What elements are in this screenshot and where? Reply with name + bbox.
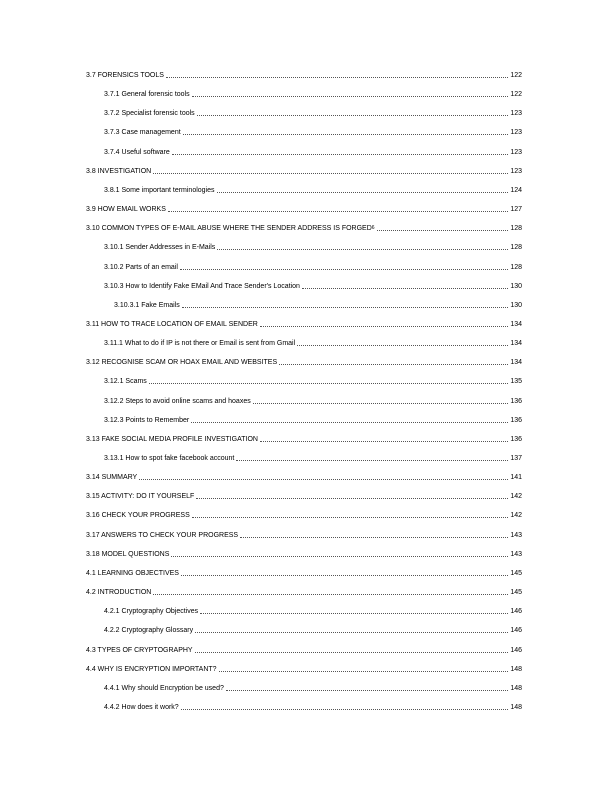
dot-leader xyxy=(153,594,508,595)
toc-entry-page-number: 143 xyxy=(510,550,522,558)
toc-entry-page-number: 122 xyxy=(510,91,522,99)
toc-entry[interactable] xyxy=(86,662,522,674)
toc-entry-page-number: 124 xyxy=(510,186,522,194)
toc-entry-page-number: 130 xyxy=(510,301,522,309)
toc-entry[interactable] xyxy=(104,106,522,118)
toc-entry-label: 3.8 INVESTIGATION xyxy=(86,167,152,175)
toc-entry[interactable] xyxy=(104,623,522,635)
dot-leader xyxy=(182,307,509,308)
toc-entry[interactable] xyxy=(104,260,522,272)
toc-entry-label: 3.11.1 What to do if IP is not there or Email is sent from Gmail xyxy=(104,340,296,348)
footnote-marker: 6 xyxy=(371,225,375,232)
toc-entry-page-number: 148 xyxy=(510,684,522,692)
toc-entry-label: 3.10 COMMON TYPES OF E-MAIL ABUSE WHERE THE SENDER ADDRESS IS FORGED xyxy=(86,225,372,233)
toc-entry-label: 4.1 LEARNING OBJECTIVES xyxy=(86,569,179,577)
toc-entry[interactable] xyxy=(86,432,522,444)
toc-entry-label: 3.12.3 Points to Remember xyxy=(104,416,190,424)
toc-entry-page-number: 137 xyxy=(510,455,522,462)
toc-entry-page-number: 146 xyxy=(510,646,522,654)
toc-entry-page-number: 127 xyxy=(510,206,522,213)
dot-leader xyxy=(153,173,508,174)
toc-entry[interactable] xyxy=(86,355,522,367)
toc-entry-label: 3.12.2 Steps to avoid online scams and hoaxes xyxy=(104,397,251,405)
dot-leader xyxy=(377,230,509,231)
toc-entry-page-number: 136 xyxy=(510,435,522,443)
dot-leader xyxy=(217,249,508,250)
dot-leader xyxy=(139,479,508,480)
toc-entry-label: 3.11 HOW TO TRACE LOCATION OF EMAIL SENDER xyxy=(86,320,258,328)
toc-entry-page-number: 123 xyxy=(510,129,522,137)
dot-leader xyxy=(197,115,509,116)
dot-leader xyxy=(217,192,509,193)
toc-entry[interactable] xyxy=(86,489,522,501)
toc-entry[interactable] xyxy=(104,145,522,157)
toc-entry-page-number: 128 xyxy=(510,263,522,271)
toc-entry-label: 3.7 FORENSICS TOOLS xyxy=(86,72,164,79)
toc-entry-page-number: 134 xyxy=(510,340,522,348)
dot-leader xyxy=(219,671,509,672)
dot-leader xyxy=(279,364,508,365)
toc-entry[interactable] xyxy=(86,68,522,80)
toc-entry[interactable] xyxy=(86,547,522,559)
toc-entry-page-number: 148 xyxy=(510,665,522,673)
toc-entry-label: 3.8.1 Some important terminologies xyxy=(104,186,215,194)
toc-entry-page-number: 130 xyxy=(510,282,522,290)
toc-entry-page-number: 122 xyxy=(510,72,522,79)
toc-entry-label: 3.9 HOW EMAIL WORKS xyxy=(86,206,166,213)
toc-entry-page-number: 128 xyxy=(510,244,522,252)
toc-entry-page-number: 128 xyxy=(510,225,522,233)
dot-leader xyxy=(253,403,509,404)
toc-entry-label: 3.7.2 Specialist forensic tools xyxy=(104,110,195,118)
dot-leader xyxy=(260,441,508,442)
dot-leader xyxy=(191,422,508,423)
toc-entry-label: 3.10.3 How to Identify Fake EMail And Trace Sender's Location xyxy=(104,282,300,290)
toc-entry-label: 4.3 TYPES OF CRYPTOGRAPHY xyxy=(86,646,193,654)
toc-entry-page-number: 141 xyxy=(510,474,522,482)
toc-entry-label: 3.15 ACTIVITY: DO IT YOURSELF xyxy=(86,493,195,501)
dot-leader xyxy=(236,460,508,461)
toc-entry[interactable] xyxy=(86,508,522,520)
toc-entry[interactable] xyxy=(86,202,522,214)
toc-entry-page-number: 134 xyxy=(510,359,522,367)
toc-entry[interactable] xyxy=(104,336,522,348)
toc-entry[interactable] xyxy=(86,164,522,176)
dot-leader xyxy=(181,575,508,576)
dot-leader xyxy=(172,154,509,155)
toc-entry-label: 3.17 ANSWERS TO CHECK YOUR PROGRESS xyxy=(86,531,239,539)
toc-entry-label: 3.10.3.1 Fake Emails xyxy=(114,301,180,309)
dot-leader xyxy=(240,537,508,538)
toc-entry[interactable] xyxy=(104,700,522,712)
toc-entry[interactable] xyxy=(104,413,522,425)
toc-entry[interactable] xyxy=(86,528,522,540)
toc-entry-label: 4.4 WHY IS ENCRYPTION IMPORTANT? xyxy=(86,665,217,673)
dot-leader xyxy=(192,517,509,518)
toc-entry[interactable] xyxy=(104,87,522,99)
toc-entry-page-number: 134 xyxy=(510,320,522,328)
toc-entry-label: 3.13 FAKE SOCIAL MEDIA PROFILE INVESTIGATION xyxy=(86,435,258,443)
toc-entry[interactable] xyxy=(104,394,522,406)
toc-entry[interactable] xyxy=(86,566,522,578)
toc-entry-label: 4.2 INTRODUCTION xyxy=(86,589,152,596)
toc-entry[interactable] xyxy=(114,298,522,310)
toc-entry-page-number: 148 xyxy=(510,703,522,711)
dot-leader xyxy=(297,345,508,346)
toc-entry[interactable] xyxy=(86,585,522,597)
toc-entry-label: 3.10.2 Parts of an email xyxy=(104,263,178,271)
toc-entry-label: 4.4.1 Why should Encryption be used? xyxy=(104,684,224,692)
toc-entry-label: 3.14 SUMMARY xyxy=(86,474,138,482)
dot-leader xyxy=(260,326,509,327)
dot-leader xyxy=(168,211,508,212)
dot-leader xyxy=(171,556,508,557)
toc-entry-label: 3.12.1 Scams xyxy=(104,378,147,386)
toc-entry-page-number: 123 xyxy=(510,148,522,156)
toc-entry-page-number: 143 xyxy=(510,531,522,539)
dot-leader xyxy=(166,77,508,78)
dot-leader xyxy=(181,709,509,710)
toc-entry-page-number: 123 xyxy=(510,167,522,175)
toc-entry[interactable] xyxy=(104,125,522,137)
toc-entry[interactable] xyxy=(104,681,522,693)
toc-entry[interactable] xyxy=(104,183,522,195)
toc-entry-label: 3.10.1 Sender Addresses in E-Mails xyxy=(104,244,216,252)
toc-entry-label: 3.18 MODEL QUESTIONS xyxy=(86,550,170,558)
toc-entry-page-number: 135 xyxy=(510,378,522,386)
dot-leader xyxy=(200,613,508,614)
dot-leader xyxy=(192,96,509,97)
toc-entry-label: 4.4.2 How does it work? xyxy=(104,703,179,711)
toc-entry[interactable] xyxy=(86,643,522,655)
toc-entry-label: 3.7.3 Case management xyxy=(104,129,181,137)
toc-entry-label: 3.12 RECOGNISE SCAM OR HOAX EMAIL AND WEBSITES xyxy=(86,359,278,367)
toc-entry-page-number: 146 xyxy=(510,627,522,635)
toc-entry-page-number: 145 xyxy=(510,569,522,577)
toc-entry[interactable] xyxy=(104,240,522,252)
toc-entry-page-number: 146 xyxy=(510,608,522,616)
toc-entry-label: 4.2.2 Cryptography Glossary xyxy=(104,627,194,635)
toc-entry[interactable] xyxy=(104,451,522,463)
toc-entry-label: 3.16 CHECK YOUR PROGRESS xyxy=(86,512,190,520)
toc-entry[interactable] xyxy=(86,221,522,233)
toc-entry-page-number: 136 xyxy=(510,397,522,405)
toc-entry-page-number: 142 xyxy=(510,512,522,520)
dot-leader xyxy=(196,498,508,499)
dot-leader xyxy=(226,690,508,691)
toc-entry-label: 3.13.1 How to spot fake facebook account xyxy=(104,455,235,462)
toc-entry[interactable] xyxy=(104,279,522,291)
toc-entry[interactable] xyxy=(104,374,522,386)
toc-entry-page-number: 142 xyxy=(510,493,522,501)
toc-entry-page-number: 145 xyxy=(510,589,522,596)
toc-entry-page-number: 136 xyxy=(510,416,522,424)
toc-entry-page-number: 123 xyxy=(510,110,522,118)
toc-entry[interactable] xyxy=(104,604,522,616)
toc-entry-label: 3.7.1 General forensic tools xyxy=(104,91,190,99)
toc-entry-label: 3.7.4 Useful software xyxy=(104,148,170,156)
dot-leader xyxy=(183,134,509,135)
dot-leader xyxy=(195,632,508,633)
dot-leader xyxy=(149,383,509,384)
dot-leader xyxy=(302,288,508,289)
dot-leader xyxy=(195,652,509,653)
toc-entry[interactable] xyxy=(86,470,522,482)
dot-leader xyxy=(180,269,508,270)
toc-entry[interactable] xyxy=(86,317,522,329)
toc-entry-label: 4.2.1 Cryptography Objectives xyxy=(104,608,199,616)
